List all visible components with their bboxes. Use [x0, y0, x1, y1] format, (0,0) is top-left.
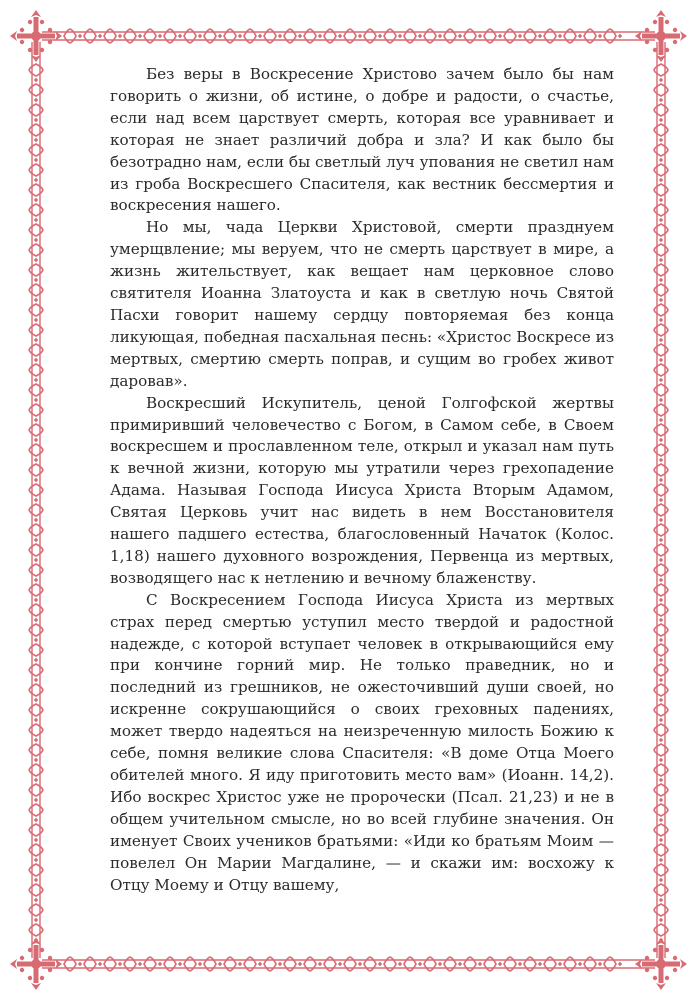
cross-fleury-icon	[635, 10, 687, 62]
paragraph-3: Воскресший Искупитель, ценой Голгофской жертвы примиривший человечество с Богом, в Самом себе, в Своем воскресшем и прославленном теле, открыл и указал нам путь к вечной жизни, которую мы утратили через грехопадение Адама. Называя Господа Иисуса Христа Вторым Адамом, Святая Церковь учит нас видеть в нем Восстановителя нашего падшего естества, благословенный Начаток (Колос. 1,18) нашего духовного возрождения, Первенца из мертвых, возводящего нас к нетлению и вечному блаженству.	[110, 393, 614, 587]
paragraph-4: С Воскресением Господа Иисуса Христа из мертвых страх перед смертью уступил место твердой и радостной надежде, с которой вступает человек в открывающийся ему при кончине горний мир. Не только праведник, но и последний из грешников, не ожесточивший души своей, но искренне сокрушающийся о своих греховных падениях, может твердо надеяться на неизреченную милость Божию к себе, помня великие слова Спасителя: «В доме Отца Моего обителей много. Я иду приготовить место вам» (Иоанн. 14,2). Ибо воскрес Христос уже не пророчески (Псал. 21,23) и не в общем учительном смысле, но во всей глубине значения. Он именует Своих учеников братьями: «Иди ко братьям Моим — повелел Он Марии Магдалине, — и скажи им: восхожу к Отцу Моему и Отцу вашему,	[110, 590, 614, 894]
cross-fleury-icon	[10, 938, 62, 990]
cross-fleury-icon	[10, 10, 62, 62]
paragraph-1: Без веры в Воскресение Христово зачем было бы нам говорить о жизни, об истине, о добре и радости, о счастье, если над всем царствует смерть, которая все уравнивает и которая не знает различий добра и зла? И как было бы безотрадно нам, если бы светлый луч упования не светил нам из гроба Воскресшего Спасителя, как вестник бессмертия и воскресения нашего.	[110, 65, 614, 215]
document-body	[110, 64, 614, 896]
paragraph-2: Но мы, чада Церкви Христовой, смерти празднуем умерщвление; мы веруем, что не смерть царствует в мире, а жизнь жительствует, как вещает нам церковное слово святителя Иоанна Златоуста и как в светлую ночь Святой Пасхи говорит нашему сердцу повторяемая без конца ликующая, победная пасхальная песнь: «Христос Воскресе из мертвых, смертию смерть поправ, и сущим во гробех живот даровав».	[110, 218, 614, 390]
cross-fleury-icon	[635, 938, 687, 990]
